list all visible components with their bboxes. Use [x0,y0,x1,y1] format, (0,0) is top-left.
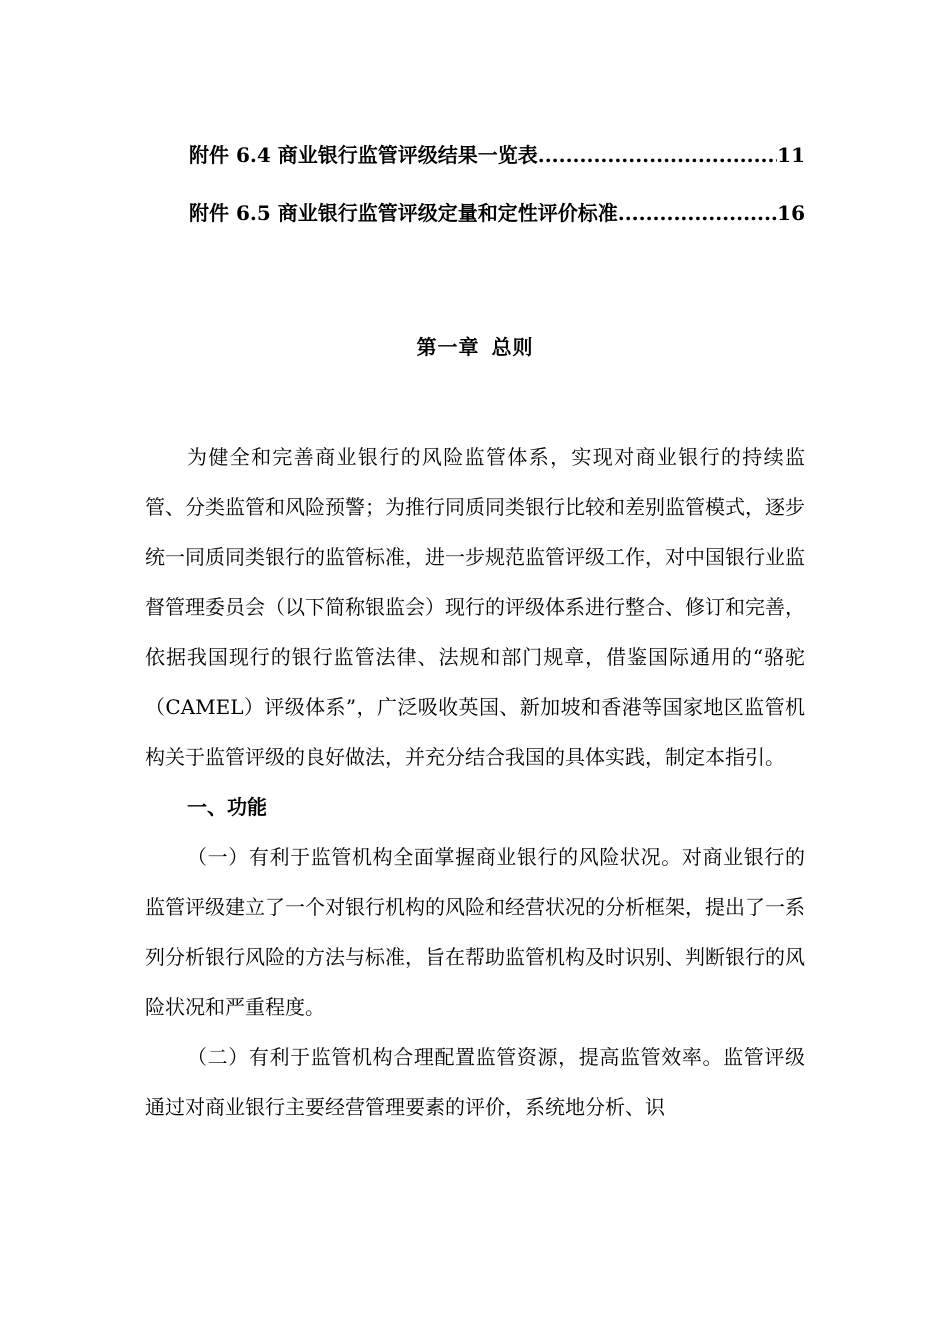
item-2-paragraph: （二）有利于监管机构合理配置监管资源，提高监管效率。监管评级通过对商业银行主要经营管理要素的评价，系统地分析、识 [145,1045,805,1119]
item-1-paragraph: （一）有利于监管机构全面掌握商业银行的风险状况。对商业银行的监管评级建立了一个对银行机构的风险和经营状况的分析框架，提出了一系列分析银行风险的方法与标准，旨在帮助监管机构及时识别、判断银行的风险状况和严重程度。 [145,845,805,1019]
toc-entry-appendix-6-5[interactable] [189,197,805,255]
toc-leader-dots [538,143,777,167]
chapter-number: 第一章 [416,335,480,359]
toc-leader-dots [618,201,777,225]
document-body [145,432,805,1132]
intro-paragraph: 为健全和完善商业银行的风险监管体系，实现对商业银行的持续监管、分类监管和风险预警；为推行同质同类银行比较和差别监管模式，逐步统一同质同类银行的监管标准，进一步规范监管评级工作，对中国银行业监督管理委员会（以下简称银监会）现行的评级体系进行整合、修订和完善，依据我国现行的银行监管法律、法规和部门规章，借鉴国际通用的“骆驼（CAMEL）评级体系”，广泛吸收英国、新加坡和香港等国家地区监管机构关于监管评级的良好做法，并充分结合我国的具体实践，制定本指引。 [145,445,805,769]
toc-entry-page-number: 16 [777,201,805,225]
toc-entry-appendix-6-4[interactable] [189,139,805,197]
toc-entry-title: 附件 6.5 商业银行监管评级定量和定性评价标准 [189,201,618,225]
toc-entry-title: 附件 6.4 商业银行监管评级结果一览表 [189,143,538,167]
toc-entry-page-number: 11 [777,143,805,167]
chapter-title [0,331,950,360]
chapter-name: 总则 [491,335,534,359]
section-heading-functions: 一、功能 [187,795,267,819]
table-of-contents [189,139,805,255]
